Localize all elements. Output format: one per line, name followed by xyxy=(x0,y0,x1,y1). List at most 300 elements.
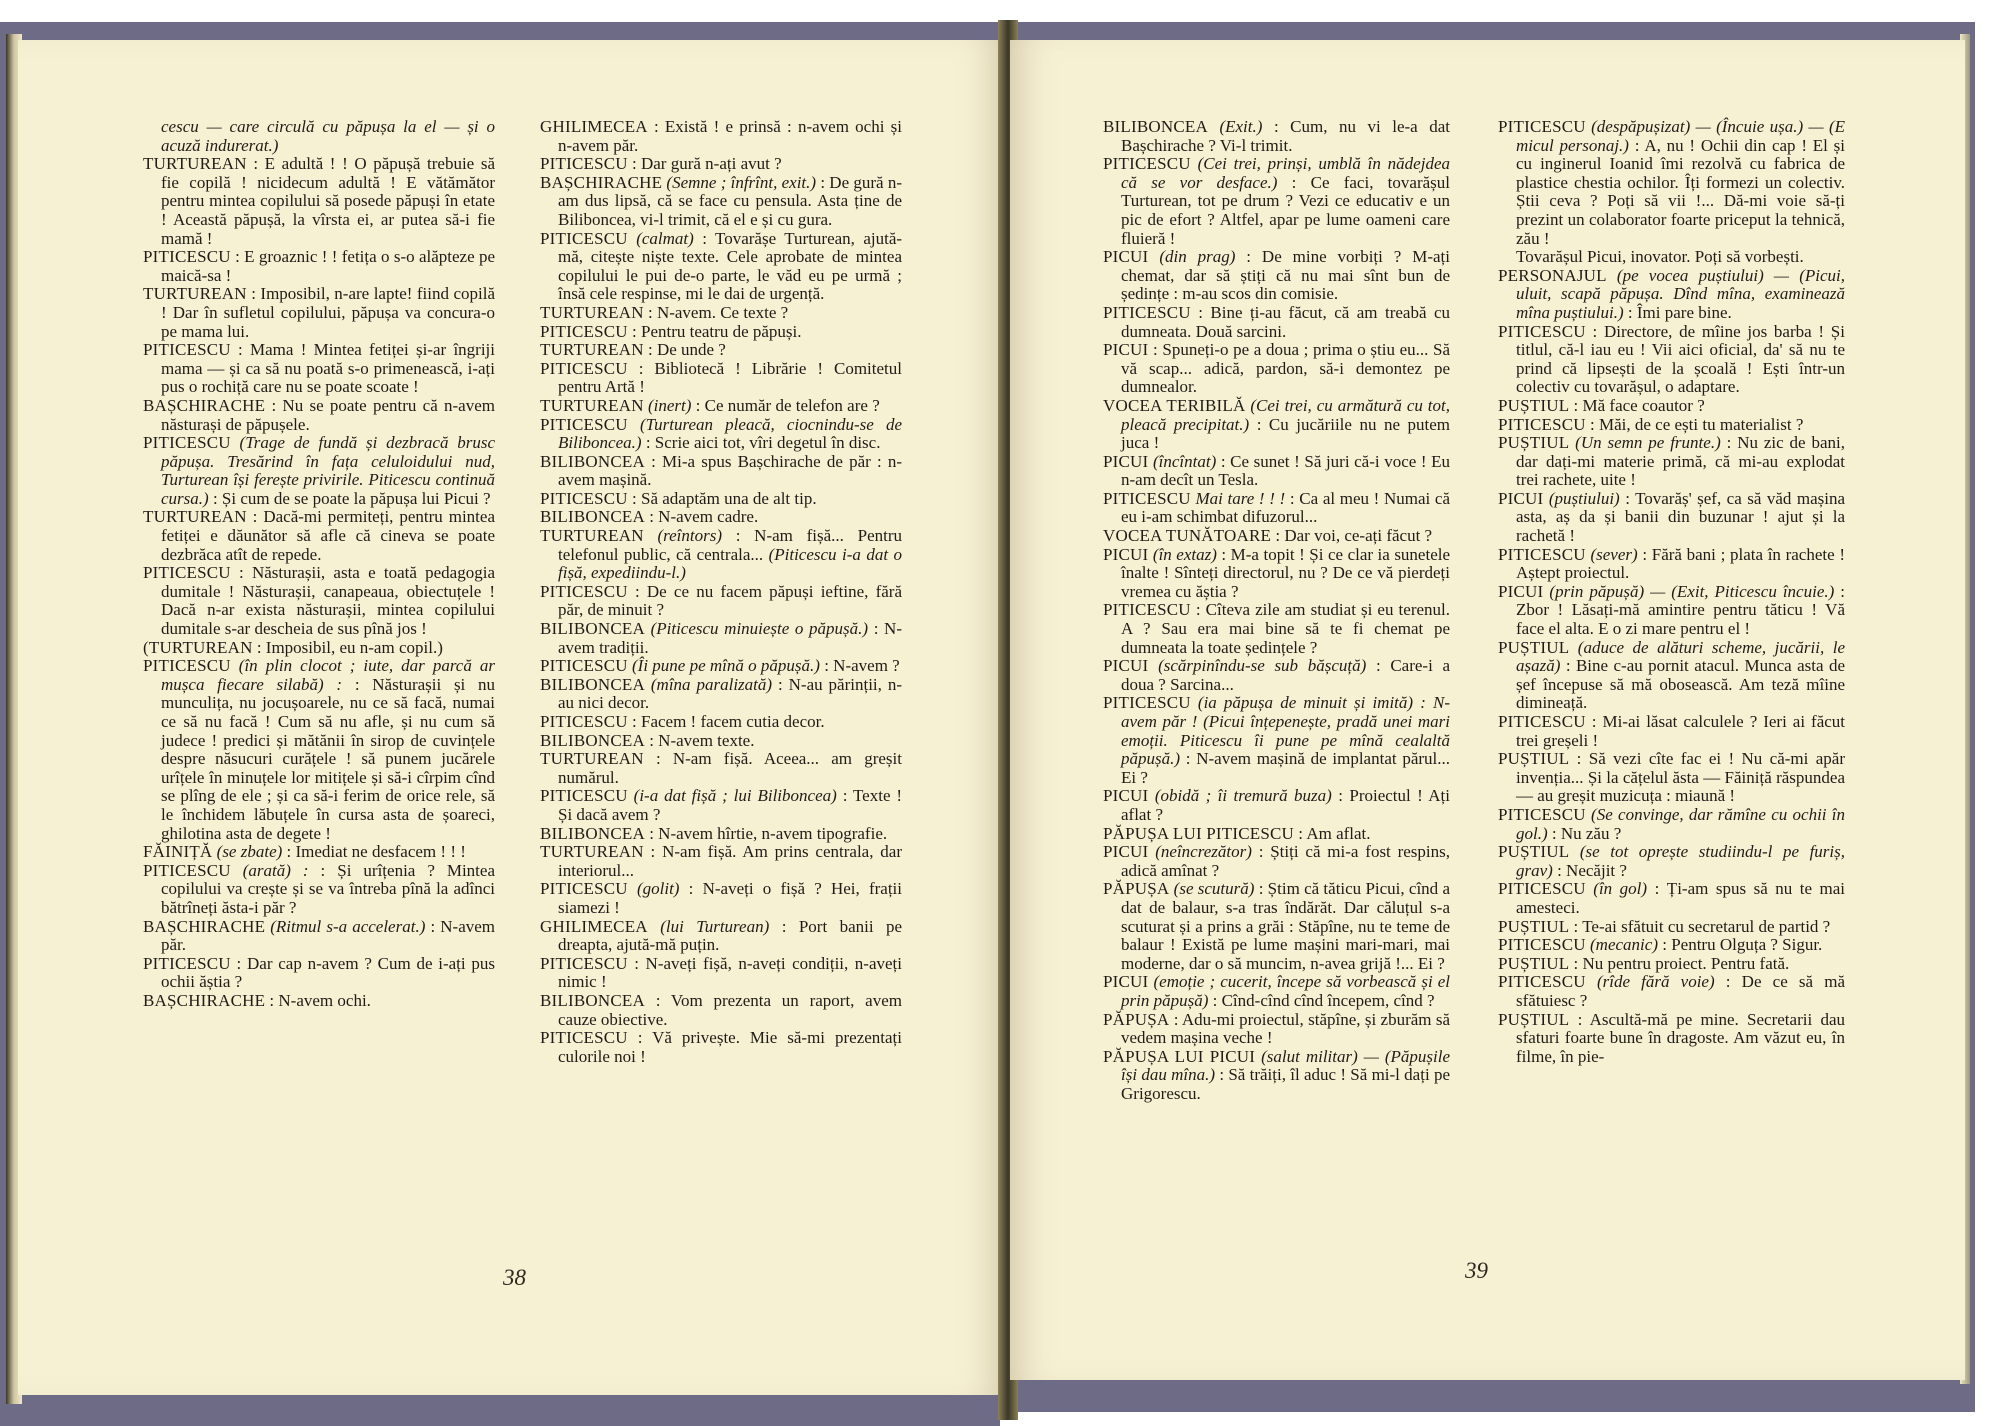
dialogue-text: : Bine ți-au făcut, că am treabă cu dumneata. Două sarcini. xyxy=(1121,302,1450,341)
dialogue-text: : Și urîțenia ? Mintea copilului va crește și se va întreba pînă la adînci bătrîneți xyxy=(161,860,495,917)
dialogue-text: : Pentru Olguța ? Sigur. xyxy=(1662,935,1823,955)
dialogue-text: : Tovarăș' șef, ca să văd mașina asta, aș da și banii din buzunar ! ajut și la rachetă ! xyxy=(1516,488,1846,546)
dialogue-paragraph xyxy=(1498,1011,1845,1067)
speaker-name: BILIBONCEA xyxy=(540,619,645,639)
speaker-name: PICUI xyxy=(1103,544,1149,564)
dialogue-text: : E groaznic ! ! fetița o s-o alăpteze pe maică-sa ! xyxy=(161,247,495,285)
stage-direction: (despăpușizat) — (Încuie ușa.) — (E micul personaj.) xyxy=(1516,117,1845,155)
stage-direction: (arată) : xyxy=(242,860,309,880)
dialogue-text: : N-am fișă... Pentru telefonul public, că centrala... xyxy=(558,526,903,564)
dialogue-text: : Imposibil, n-are lapte! fiind copilă ! Dar în sufletul copilului, păpușa va concura-o pe mama lui. xyxy=(161,284,495,341)
speaker-name: BILIBONCEA xyxy=(540,823,645,843)
dialogue-paragraph xyxy=(540,843,902,880)
dialogue-paragraph xyxy=(540,1029,902,1066)
dialogue-text: : Te-ai sfătuit cu secretarul de partid ? xyxy=(1573,916,1831,936)
speaker-name: PITICESCU xyxy=(540,879,628,899)
speaker-name: PITICESCU xyxy=(540,154,628,174)
stage-direction: (mîna paralizată) xyxy=(650,674,773,694)
speaker-name: PITICESCU xyxy=(540,358,628,378)
speaker-name: PITICESCU xyxy=(143,340,231,360)
speaker-name: PERSONAJUL xyxy=(1498,265,1607,285)
dialogue-text: : Pentru teatru de păpuși. xyxy=(632,321,802,341)
dialogue-paragraph xyxy=(143,639,495,658)
speaker-name: PITICESCU xyxy=(540,488,628,508)
speaker-name: PICUI xyxy=(1103,451,1149,471)
stage-direction: (Trage de fundă și dezbracă brusc păpușa. Tresărind în fața celuloidului nud, Turturean își ferește privirile. Piticescu continuă cursa.) xyxy=(161,433,495,508)
dialogue-text: : De unde ? xyxy=(647,340,726,360)
speaker-name: BILIBONCEA xyxy=(540,674,645,694)
speaker-name: PITICESCU xyxy=(1103,488,1191,508)
dialogue-paragraph xyxy=(1498,267,1845,323)
speaker-name: PUȘTIUL xyxy=(1498,749,1570,769)
dialogue-paragraph xyxy=(143,508,495,564)
dialogue-paragraph xyxy=(1498,713,1845,750)
dialogue-paragraph xyxy=(143,341,495,397)
dialogue-paragraph xyxy=(540,174,902,230)
speaker-name: PICUI xyxy=(1103,972,1149,992)
left-column-2 xyxy=(540,118,902,1066)
speaker-name: PICUI xyxy=(1498,488,1544,508)
dialogue-paragraph xyxy=(540,323,902,342)
dialogue-text: : N-am fișă. Am prins centrala, dar interiorul... xyxy=(558,842,902,880)
dialogue-paragraph xyxy=(1103,1011,1450,1048)
speaker-name: FĂINIȚĂ xyxy=(143,842,213,862)
dialogue-paragraph xyxy=(1498,397,1845,416)
stage-direction: (Cei trei, prinși, umblă în nădejdea că se vor desface.) xyxy=(1121,154,1450,192)
dialogue-paragraph xyxy=(1103,787,1450,824)
dialogue-paragraph xyxy=(1103,118,1450,155)
speaker-name: PITICESCU xyxy=(143,860,231,880)
speaker-name: PITICESCU xyxy=(1498,935,1586,955)
dialogue-paragraph xyxy=(540,118,902,155)
dialogue-text: : E adultă ! ! O păpușă trebuie să fie copilă ! nicidecum adultă ! E vătămător pentru mintea copilului să posede păpuși în etate ! Această păpușă, la vîrsta ei, ar putea să-i fie mamă ! xyxy=(161,154,495,248)
speaker-name: PITICESCU xyxy=(540,786,628,806)
dialogue-text: : Tovarășe Turturean, ajută-mă, citește niște texte. Cele aprobate de mintea copilului le pui de-o parte, le văd eu pe urmă ; însă cele respinse, mi le dai de urgență. xyxy=(558,228,903,304)
speaker-name: PITICESCU xyxy=(1498,804,1586,824)
dialogue-text: : Ce număr de telefon are ? xyxy=(695,395,880,415)
dialogue-text: : Nu zic de bani, dar dați-mi materie primă, că mi-au explodat trei rachete, uite ! xyxy=(1516,433,1845,490)
dialogue-paragraph xyxy=(143,918,495,955)
stage-direction: (Se convinge, dar rămîne cu ochii în gol.) xyxy=(1516,804,1846,843)
dialogue-text: : Să adaptăm una de alt tip. xyxy=(632,488,817,508)
stage-direction: (Îi pune pe mînă o păpușă.) xyxy=(632,656,820,676)
dialogue-paragraph xyxy=(540,230,902,304)
speaker-name: PITICESCU xyxy=(1498,414,1586,434)
dialogue-text: : Cum, nu vi le-a dat Bașchirache ? Vi-l trimit. xyxy=(1121,117,1450,155)
speaker-name: VOCEA TERIBILĂ xyxy=(1103,395,1246,415)
dialogue-text: : N-aveți o fișă ? Hei, frații siamezi ! xyxy=(558,879,903,917)
speaker-name: PUȘTIUL xyxy=(1498,1009,1570,1029)
dialogue-paragraph xyxy=(540,918,902,955)
dialogue-text: : Îmi pare bine. xyxy=(1627,302,1732,322)
dialogue-text: : Imediat ne desfacem ! ! ! xyxy=(286,842,466,862)
speaker-name: PITICESCU xyxy=(143,953,231,973)
stage-direction: (Ritmul s-a accelerat.) xyxy=(270,916,426,936)
speaker-name: PUȘTIUL xyxy=(1498,916,1570,936)
speaker-name: BILIBONCEA xyxy=(540,507,645,527)
stage-direction: (i-a dat fișă ; lui Biliboncea) xyxy=(633,786,837,806)
stage-direction: (din prag) xyxy=(1159,247,1236,267)
dialogue-paragraph xyxy=(143,843,495,862)
stage-direction: (se tot oprește studiindu-l pe furiș, grav) xyxy=(1516,842,1845,880)
stage-direction: (în gol) xyxy=(1593,879,1648,899)
dialogue-paragraph xyxy=(1103,694,1450,787)
dialogue-text: : Măi, de ce ești tu materialist ? xyxy=(1590,414,1804,434)
page-number-right: 39 xyxy=(1465,1258,1488,1283)
dialogue-text: : M-a topit ! Și ce clar ia sunetele înalte ! Sînteți directorul, nu ? De ce vă pierdeți vremea cu ăștia ? xyxy=(1121,544,1451,601)
dialogue-paragraph xyxy=(143,397,495,434)
speaker-name: PITICESCU xyxy=(1498,544,1586,564)
dialogue-paragraph xyxy=(1103,546,1450,602)
dialogue-paragraph xyxy=(540,453,902,490)
stage-direction: (calmat) xyxy=(636,228,694,248)
dialogue-paragraph xyxy=(143,862,495,918)
dialogue-paragraph xyxy=(143,955,495,992)
dialogue-paragraph xyxy=(540,955,902,992)
stage-direction: (inert) xyxy=(647,395,692,415)
speaker-name: PITICESCU xyxy=(540,321,628,341)
speaker-name: PUȘTIUL xyxy=(1498,953,1570,973)
speaker-name: GHILIMECEA xyxy=(540,117,648,136)
stage-direction: (Exit.) xyxy=(1219,117,1263,136)
dialogue-text: : Care-i a doua ? Sarcina... xyxy=(1121,656,1451,694)
speaker-name: TURTUREAN xyxy=(143,507,247,527)
dialogue-text: : Vom prezenta un raport, avem cauze obiective. xyxy=(558,990,902,1029)
dialogue-text: : N-aveți fișă, n-aveți condiții, n-aveți nimic ! xyxy=(558,953,903,992)
dialogue-paragraph xyxy=(1498,843,1845,880)
dialogue-paragraph xyxy=(143,118,495,155)
dialogue-paragraph xyxy=(540,155,902,174)
dialogue-text: : Cîteva zile am studiat și eu terenul. A ? Sau era mai bine să te fi chemat pe dumneata la toate ședințele ? xyxy=(1121,600,1451,657)
dialogue-text: : Dar cap n-avem ? Cum de i-ați pus ochii ăștia ? xyxy=(161,953,496,992)
dialogue-text: : Nu zău ? xyxy=(1551,823,1622,843)
dialogue-paragraph xyxy=(540,397,902,416)
speaker-name: PĂPUȘA xyxy=(1103,1009,1170,1029)
stage-direction: (în plin clocot ; iute, dar parcă ar mușca fiecare silabă) : xyxy=(161,656,495,694)
dialogue-text: : Năsturașii, asta e toată pedagogia dumitale ! Năsturașii, canapeaua, obiectuțele ! Dacă n-ar exista năsturașii, mintea copilului dumitale s-ar descheia de sus pînă jos ! xyxy=(161,563,496,639)
dialogue-text: : Zbor ! Lăsați-mă amintire pentru tăticu ! Vă face el alta. E o zi mare pentru el ! xyxy=(1516,581,1846,639)
dialogue-text: : De gură n-am dus lipsă, că se face cu pensula. Asta ține de Biliboncea, vi-l trimit, că el e și cu gura. xyxy=(558,172,902,229)
dialogue-paragraph xyxy=(1498,750,1845,806)
dialogue-paragraph xyxy=(1498,918,1845,937)
speaker-name: BILIBONCEA xyxy=(540,990,645,1010)
speaker-name: (TURTUREAN xyxy=(143,637,253,657)
speaker-name: BAȘCHIRACHE xyxy=(143,395,266,415)
dialogue-paragraph xyxy=(540,676,902,713)
dialogue-text: : Imposibil, eu n-am copil.) xyxy=(256,637,443,657)
dialogue-text: : N-au părinții, n-au nici decor. xyxy=(558,674,902,713)
stage-direction: (neîncrezător) xyxy=(1155,842,1252,862)
stage-direction: (Piticescu minuiește o păpușă.) xyxy=(650,619,869,639)
dialogue-text: : Să trăiți, îl aduc ! Să mi-l dați pe Grigorescu. xyxy=(1121,1065,1450,1103)
dialogue-text: : A, nu ! Ochii din cap ! El și cu inginerul Ioanid îmi rezolvă cu fabrica de plastice chestia ochilor. Îți formezi un colectiv. Știi ceva ? Poți să vii !... Dă-mi voie să-ți prezint un colaborator foarte priceput la tehnică, zău ! xyxy=(1516,135,1845,248)
dialogue-paragraph xyxy=(1103,490,1450,527)
dialogue-text: : Scrie aici tot, vîri degetul în disc. xyxy=(645,433,881,453)
speaker-name: PITICESCU xyxy=(1103,693,1191,713)
stage-direction: (pe vocea puștiului) — (Picui, uluit, scapă păpușa. Dînd mîna, examinează mîna puștiului.) xyxy=(1516,265,1845,322)
speaker-name: PITICESCU xyxy=(143,247,231,267)
stage-direction: (Turturean pleacă, ciocnindu-se de Biliboncea.) xyxy=(558,414,903,453)
dialogue-text: : Necăjit ? xyxy=(1557,860,1627,880)
dialogue-paragraph xyxy=(1103,880,1450,973)
dialogue-paragraph xyxy=(540,732,902,751)
speaker-name: PITICESCU xyxy=(540,228,628,248)
speaker-name: BAȘCHIRACHE xyxy=(143,916,266,936)
dialogue-paragraph xyxy=(1498,955,1845,974)
speaker-name: PĂPUȘA LUI PICUI xyxy=(1103,1046,1256,1066)
dialogue-paragraph xyxy=(1103,825,1450,844)
dialogue-paragraph xyxy=(143,992,495,1011)
dialogue-text: : Și cum de se poate la păpușa lui Picui ? xyxy=(212,488,491,508)
dialogue-paragraph xyxy=(1498,973,1845,1010)
speaker-name: PITICESCU xyxy=(540,581,628,601)
speaker-name: TURTUREAN xyxy=(143,154,247,174)
dialogue-text: : Fără bani ; plata în rachete ! Aștept proiectul. xyxy=(1516,544,1846,583)
speaker-name: GHILIMECEA xyxy=(540,916,648,936)
speaker-name: TURTUREAN xyxy=(143,284,247,304)
dialogue-paragraph xyxy=(143,434,495,508)
speaker-name: PUȘTIUL xyxy=(1498,637,1570,657)
dialogue-paragraph xyxy=(1498,118,1845,248)
dialogue-paragraph xyxy=(143,248,495,285)
dialogue-text: : De ce să mă sfătuiesc ? xyxy=(1516,972,1846,1010)
speaker-name: BAȘCHIRACHE xyxy=(143,990,266,1010)
dialogue-text: : Texte ! Și dacă avem ? xyxy=(558,786,903,824)
stage-direction: cescu — care circulă cu păpușa la el — și o acuză indurerat.) xyxy=(161,117,495,155)
dialogue-text: : N-avem hîrtie, n-avem tipografie. xyxy=(649,823,888,843)
dialogue-paragraph xyxy=(1498,323,1845,397)
speaker-name: PICUI xyxy=(1103,656,1149,676)
stage-direction: (obidă ; îi tremură buza) xyxy=(1154,786,1332,806)
page-number-left: 38 xyxy=(503,1265,526,1290)
dialogue-paragraph xyxy=(540,825,902,844)
dialogue-text: : Bine c-au pornit atacul. Munca asta de șef începuse să mă obosească. Am teză mîine dimineață. xyxy=(1516,656,1845,713)
dialogue-paragraph xyxy=(143,285,495,341)
dialogue-paragraph xyxy=(540,992,902,1029)
dialogue-paragraph xyxy=(540,490,902,509)
stage-direction: (în extaz) xyxy=(1152,544,1217,564)
speaker-name: TURTUREAN xyxy=(540,526,644,546)
dialogue-text: : Există ! e prinsă : n-avem ochi și n-avem păr. xyxy=(558,117,902,155)
dialogue-paragraph xyxy=(1498,806,1845,843)
speaker-name: TURTUREAN xyxy=(540,302,644,322)
speaker-name: PICUI xyxy=(1103,786,1149,806)
dialogue-text: : N-avem. Ce texte ? xyxy=(647,302,789,322)
speaker-name: PUȘTIUL xyxy=(1498,842,1570,862)
dialogue-text: : Cu jucăriile nu ne putem juca ! xyxy=(1121,414,1450,453)
stage-direction: (Semne ; înfrînt, exit.) xyxy=(666,172,817,192)
speaker-name: PITICESCU xyxy=(1498,321,1586,341)
speaker-name: PICUI xyxy=(1498,581,1544,601)
dialogue-text: : N-avem ochi. xyxy=(269,990,371,1010)
dialogue-paragraph xyxy=(540,527,902,583)
speaker-name: PITICESCU xyxy=(1103,600,1191,620)
dialogue-paragraph xyxy=(1498,639,1845,713)
stage-direction: (se scutură) xyxy=(1173,879,1255,899)
dialogue-text: : N-avem texte. xyxy=(649,730,755,750)
speaker-name: PITICESCU xyxy=(540,953,628,973)
dialogue-paragraph xyxy=(1103,248,1450,304)
speaker-name: TURTUREAN xyxy=(540,340,644,360)
dialogue-text: : N-avem tradiții. xyxy=(558,619,902,657)
dialogue-text: : Ce faci, tovarășul Turturean, tot pe drum ? Vezi ce educativ e un pic de efort ? Altfel, apar pe lume oameni care fluieră ! xyxy=(1121,172,1450,248)
right-column-1 xyxy=(1103,118,1450,1103)
dialogue-text: : Bibliotecă ! Librărie ! Comitetul pentru Artă ! xyxy=(558,358,902,397)
dialogue-text: : De mine vorbiți ? M-ați chemat, dar să știți că nu mai sînt bun de ședințe : m-au scos din comisie. xyxy=(1121,247,1450,304)
speaker-name: PITICESCU xyxy=(1498,972,1586,992)
speaker-name: PUȘTIUL xyxy=(1498,433,1570,453)
dialogue-text: : Ca al meu ! Numai că eu i-am schimbat difuzorul... xyxy=(1121,488,1451,527)
speaker-name: TURTUREAN xyxy=(540,842,644,862)
dialogue-text: : Directore, de mîine jos barba ! Și titlul, că-l iau eu ! Vii aici oficial, da' să nu te prind că lipsești de la școală ! Ești într-un colectiv cu tovarășul, o adaptare. xyxy=(1516,321,1845,397)
right-column-2 xyxy=(1498,118,1845,1066)
dialogue-paragraph xyxy=(1103,453,1450,490)
dialogue-paragraph xyxy=(1498,583,1845,639)
speaker-name: PITICESCU xyxy=(540,712,628,731)
dialogue-paragraph xyxy=(1103,341,1450,397)
dialogue-paragraph xyxy=(1498,416,1845,435)
stage-direction: (ia păpușa de minuit și imită) : N-avem păr ! (Picui înțepenește, pradă unei mari emoții. Piticescu îi pune pe mînă cealaltă păpușă.) xyxy=(1121,693,1450,769)
speaker-name: PITICESCU xyxy=(143,563,231,583)
stage-direction: (sever) xyxy=(1590,544,1638,564)
stage-direction: Mai tare ! ! ! xyxy=(1195,488,1286,508)
dialogue-paragraph xyxy=(143,564,495,638)
dialogue-text: : Mi-ai lăsat calculele ? Ieri ai făcut trei greșeli ! xyxy=(1516,712,1846,750)
dialogue-text: : N-avem cadre. xyxy=(649,507,759,527)
dialogue-text: : Am aflat. xyxy=(1298,823,1371,843)
dialogue-text: : N-avem păr. xyxy=(161,916,496,955)
stage-direction: (Cei trei, cu armătură cu tot, pleacă precipitat.) xyxy=(1121,395,1451,434)
stage-direction: (scărpinîndu-se sub bășcuță) xyxy=(1158,656,1367,676)
dialogue-paragraph xyxy=(540,583,902,620)
speaker-name: PITICESCU xyxy=(540,1028,628,1048)
left-column-1 xyxy=(143,118,495,1011)
left-page xyxy=(18,40,1003,1395)
dialogue-paragraph xyxy=(540,341,902,360)
dialogue-text: : N-am fișă. Aceea... am greșit numărul. xyxy=(558,749,902,787)
stage-direction: (prin păpușă) — (Exit, Piticescu încuie.) xyxy=(1549,581,1835,601)
dialogue-paragraph xyxy=(540,620,902,657)
speaker-name: TURTUREAN xyxy=(540,749,644,769)
dialogue-paragraph xyxy=(1103,527,1450,546)
dialogue-text: : Port banii pe dreapta, ajută-mă puțin. xyxy=(558,916,903,955)
dialogue-paragraph xyxy=(540,880,902,917)
speaker-name: PITICESCU xyxy=(1498,117,1586,136)
dialogue-text: : Spuneți-o pe a doua ; prima o știu eu... Să vă scap... adică, pardon, să-i demontez pe dumnealor. xyxy=(1121,340,1451,397)
speaker-name: PITICESCU xyxy=(1498,712,1586,731)
dialogue-text: : Ascultă-mă pe mine. Secretarii dau sfaturi foarte bune în dragoste. Am văzut eu, în filme, în pie- xyxy=(1516,1009,1845,1066)
dialogue-text: : Ce sunet ! Să juri că-i voce ! Eu n-am decît un Tesla. xyxy=(1121,451,1451,490)
dialogue-paragraph xyxy=(540,657,902,676)
dialogue-text: : Mi-a spus Bașchirache de păr : n-avem mașină. xyxy=(558,451,903,490)
dialogue-paragraph xyxy=(1498,546,1845,583)
dialogue-tail: ăsta-i păr ? xyxy=(217,897,297,917)
stage-direction: (lui Turturean) xyxy=(660,916,770,936)
speaker-name: PITICESCU xyxy=(540,414,628,434)
speaker-name: BILIBONCEA xyxy=(1103,117,1208,136)
speaker-name: PITICESCU xyxy=(1103,154,1191,174)
dialogue-paragraph xyxy=(540,416,902,453)
dialogue-text: : Să vezi cîte fac ei ! Nu că-mi apăr invenția... Și la cățelul ăsta — Făiniță răspundea — au greșit muzicuța : miaună ! xyxy=(1516,749,1846,806)
dialogue-paragraph xyxy=(1498,936,1845,955)
dialogue-paragraph xyxy=(1498,248,1845,267)
stage-direction: (reîntors) xyxy=(657,526,722,546)
speaker-name: PICUI xyxy=(1103,340,1149,360)
dialogue-paragraph xyxy=(143,155,495,248)
stage-direction: (Un semn pe frunte.) xyxy=(1575,433,1721,453)
dialogue-text: : Știm că tăticu Picui, cînd a dat de balaur, s-a tras îndărăt. Dar căluțul s-a scuturat și a prins a grăi : Stăpîne, nu te teme de balaur ! Există pe lume mașini mari-mari, mai moderne, dar o să muncim, n-avea grijă !... Ei ? xyxy=(1121,879,1450,973)
dialogue-paragraph xyxy=(540,360,902,397)
dialogue-paragraph xyxy=(1103,155,1450,248)
speaker-name: VOCEA TUNĂTOARE xyxy=(1103,526,1272,546)
dialogue-text: : Facem ! facem cutia decor. xyxy=(632,712,825,731)
speaker-name: PĂPUȘA LUI PITICESCU xyxy=(1103,823,1295,843)
dialogue-paragraph xyxy=(143,657,495,843)
speaker-name: BILIBONCEA xyxy=(540,451,645,471)
dialogue-paragraph xyxy=(1498,490,1845,546)
dialogue-paragraph xyxy=(1103,304,1450,341)
speaker-name: PICUI xyxy=(1103,842,1149,862)
dialogue-text: : Adu-mi proiectul, stăpîne, și zburăm să vedem mașina veche ! xyxy=(1121,1009,1451,1048)
stage-direction: (se zbate) xyxy=(216,842,283,862)
dialogue-text: : Nu se poate pentru că n-avem năsturași de păpușele. xyxy=(161,395,495,434)
stage-direction: (salut militar) — (Păpușile își dau mîna.) xyxy=(1121,1046,1451,1085)
speaker-name: PITICESCU xyxy=(1103,302,1191,322)
dialogue-text: : Proiectul ! Ați aflat ? xyxy=(1121,786,1451,824)
dialogue-paragraph xyxy=(540,787,902,824)
dialogue-text: : Mă face coautor ? xyxy=(1573,395,1705,415)
dialogue-text: : Dar voi, ce-ați făcut ? xyxy=(1275,526,1433,546)
stage-direction: (rîde fără voie) xyxy=(1596,972,1715,992)
stage-direction: (puștiului) xyxy=(1548,488,1620,508)
stage-direction: (mecanic) xyxy=(1590,935,1658,955)
dialogue-paragraph xyxy=(1103,397,1450,453)
speaker-name: PITICESCU xyxy=(1498,879,1586,899)
dialogue-paragraph xyxy=(1103,973,1450,1010)
dialogue-text: Tovarășul Picui, inovator. Poți să vorbești. xyxy=(1516,247,1804,267)
dialogue-text: : Năsturașii și nu munculița, nu jocușoarele, nu ce să facă, numai ce să nu facă ! Cum să nu afle, și nu cum să judece ! predici și mătănii în sirop de cuvințele despre năsucuri curățele ! să punem jucărele urîțele în minuțele lor mitițele și să-i cîrpim cînd se plîng de ele ; și ca să-i ferim de orice rele, să le închidem lăbuțele în cursa asta de șoareci, ghilotina asta de degete ! xyxy=(161,674,496,843)
dialogue-text: : Cînd-cînd cînd începem, cînd ? xyxy=(1212,990,1435,1010)
dialogue-paragraph xyxy=(540,508,902,527)
speaker-name: PITICESCU xyxy=(143,656,231,676)
speaker-name: PITICESCU xyxy=(540,656,628,676)
speaker-name: PITICESCU xyxy=(143,433,231,453)
dialogue-paragraph xyxy=(540,750,902,787)
stage-direction: (Piticescu i-a dat o fișă, expediindu-l.) xyxy=(558,544,903,583)
stage-direction: (golit) xyxy=(636,879,680,899)
dialogue-text: : De ce nu facem păpuși ieftine, fără păr, de minuit ? xyxy=(558,581,902,620)
dialogue-paragraph xyxy=(540,304,902,323)
stage-direction: (încîntat) xyxy=(1153,451,1217,471)
dialogue-paragraph xyxy=(540,713,902,732)
speaker-name: BILIBONCEA xyxy=(540,730,645,750)
speaker-name: PĂPUȘA xyxy=(1103,879,1170,899)
dialogue-text: : Vă privește. Mie să-mi prezentați culorile noi ! xyxy=(558,1028,903,1066)
dialogue-text: : Ți-am spus să nu te mai amesteci. xyxy=(1516,879,1846,917)
dialogue-text: : Știți că mi-a fost respins, adică amînat ? xyxy=(1121,842,1451,880)
dialogue-text: : Mama ! Mintea fetiței și-ar îngriji mama — și ca să nu poată s-o primenească, i-ați pus o rochiță care nu se poate scoate ! xyxy=(161,340,495,397)
stage-direction: (emoție ; cucerit, începe să vorbească și el prin păpușă) xyxy=(1121,972,1450,1010)
dialogue-paragraph xyxy=(1498,434,1845,490)
stage-direction: (aduce de alături scheme, jucării, le așază) xyxy=(1516,637,1845,676)
dialogue-paragraph xyxy=(1103,657,1450,694)
dialogue-text: : N-avem mașină de implantat părul... Ei ? xyxy=(1121,749,1450,787)
dialogue-paragraph xyxy=(1103,843,1450,880)
right-page xyxy=(1010,40,1965,1380)
dialogue-paragraph xyxy=(1103,1048,1450,1104)
dialogue-text: : Dacă-mi permiteți, pentru mintea fetiței e dăunător să afle că cineva se poate dezbrăca atît de repede. xyxy=(161,507,495,564)
dialogue-text: : Dar gură n-ați avut ? xyxy=(632,154,782,174)
